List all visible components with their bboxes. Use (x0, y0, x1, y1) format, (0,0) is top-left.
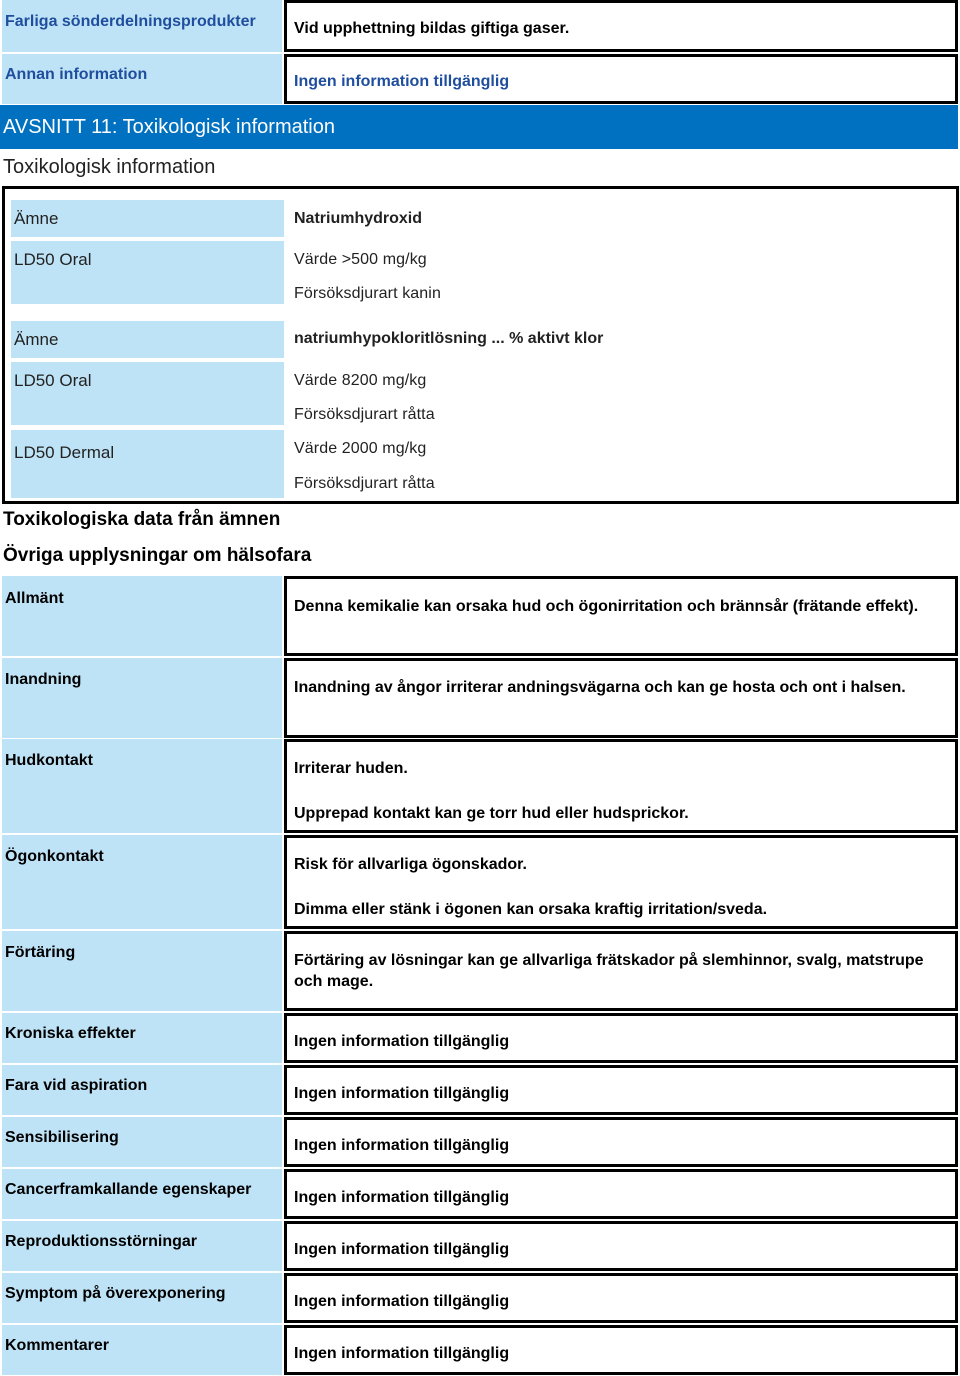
substance-box (2, 186, 959, 504)
row-cancerframkallande (0, 1169, 960, 1219)
row-value-text: Ingen information tillgänglig (294, 1293, 510, 1310)
substance-name: Natriumhydroxid (294, 210, 423, 227)
row-label: Cancerframkallande egenskaper (2, 1169, 282, 1219)
ld50-oral-animal: Försöksdjurart råtta (294, 406, 435, 423)
row-value (284, 1221, 958, 1271)
row-value-text: Ingen information tillgänglig (294, 73, 510, 90)
row-value (284, 1013, 958, 1063)
row-decomposition-products (0, 0, 960, 52)
row-value (284, 1065, 958, 1115)
row-value-text: Ingen information tillgänglig (294, 1137, 510, 1154)
row-value-text: Ingen information tillgänglig (294, 1033, 510, 1050)
row-value-text: Inandning av ångor irriterar andningsvägarna och kan ge hosta och ont i halsen. (294, 679, 906, 696)
ld50-oral-label: LD50 Oral (11, 241, 284, 304)
row-label: Hudkontakt (2, 739, 282, 833)
row-label: Sensibilisering (2, 1117, 282, 1167)
heading-other-health: Övriga upplysningar om hälsofara (3, 545, 312, 566)
row-ogonkontakt (0, 835, 960, 929)
heading-tox-data: Toxikologiska data från ämnen (3, 509, 281, 530)
substance-label: Ämne (11, 200, 284, 237)
row-label: Ögonkontakt (2, 835, 282, 929)
row-kroniska-effekter (0, 1013, 960, 1063)
row-reproduktionsstorningar (0, 1221, 960, 1271)
row-value-text: Vid upphettning bildas giftiga gaser. (294, 20, 570, 37)
subheading-tox-info: Toxikologisk information (3, 156, 216, 178)
row-value-text: Upprepad kontakt kan ge torr hud eller hudsprickor. (294, 805, 689, 822)
section-title-bar: AVSNITT 11: Toxikologisk information (0, 105, 958, 149)
ld50-oral-animal: Försöksdjurart kanin (294, 285, 441, 302)
row-allmant (0, 576, 960, 656)
row-other-information (0, 54, 960, 104)
row-label: Fara vid aspiration (2, 1065, 282, 1115)
ld50-oral-value: Värde >500 mg/kg (294, 251, 427, 268)
row-kommentarer (0, 1325, 960, 1375)
row-value-text: Risk för allvarliga ögonskador. (294, 856, 527, 873)
row-value (284, 1273, 958, 1323)
row-value (284, 54, 958, 104)
row-value-text: Ingen information tillgänglig (294, 1345, 510, 1362)
row-label: Kroniska effekter (2, 1013, 282, 1063)
row-value (284, 931, 958, 1011)
substance-label: Ämne (11, 321, 284, 358)
row-value-text: Ingen information tillgänglig (294, 1241, 510, 1258)
ld50-oral-label: LD50 Oral (11, 362, 284, 425)
row-symptom-overexponering (0, 1273, 960, 1323)
row-label: Kommentarer (2, 1325, 282, 1375)
row-value-text: Förtäring av lösningar kan ge allvarliga frätskador på slemhinnor, svalg, matstrupe och mage. (294, 952, 924, 990)
row-label: Inandning (2, 658, 282, 738)
row-value-text: Denna kemikalie kan orsaka hud och ögonirritation och brännsår (frätande effekt). (294, 598, 919, 615)
ld50-dermal-value: Värde 2000 mg/kg (294, 440, 427, 457)
row-value (284, 1169, 958, 1219)
row-hudkontakt (0, 739, 960, 833)
row-value (284, 1117, 958, 1167)
row-label: Symptom på överexponering (2, 1273, 282, 1323)
ld50-dermal-animal: Försöksdjurart råtta (294, 475, 435, 492)
row-value-text: Ingen information tillgänglig (294, 1189, 510, 1206)
ld50-oral-value: Värde 8200 mg/kg (294, 372, 427, 389)
substance-name: natriumhypokloritlösning ... % aktivt klor (294, 330, 604, 347)
row-value-text: Ingen information tillgänglig (294, 1085, 510, 1102)
row-value (284, 658, 958, 738)
row-fortaring (0, 931, 960, 1011)
ld50-dermal-label: LD50 Dermal (11, 430, 284, 498)
row-value-text: Irriterar huden. (294, 760, 408, 777)
row-label: Reproduktionsstörningar (2, 1221, 282, 1271)
row-label: Allmänt (2, 576, 282, 656)
row-value (284, 739, 958, 833)
row-label: Förtäring (2, 931, 282, 1011)
row-inandning (0, 658, 960, 738)
row-fara-vid-aspiration (0, 1065, 960, 1115)
row-value (284, 576, 958, 656)
row-value (284, 835, 958, 929)
row-value-text: Dimma eller stänk i ögonen kan orsaka kraftig irritation/sveda. (294, 901, 768, 918)
row-label: Farliga sönderdelningsprodukter (2, 0, 282, 52)
row-sensibilisering (0, 1117, 960, 1167)
row-label: Annan information (2, 54, 282, 104)
row-value (284, 0, 958, 52)
row-value (284, 1325, 958, 1375)
